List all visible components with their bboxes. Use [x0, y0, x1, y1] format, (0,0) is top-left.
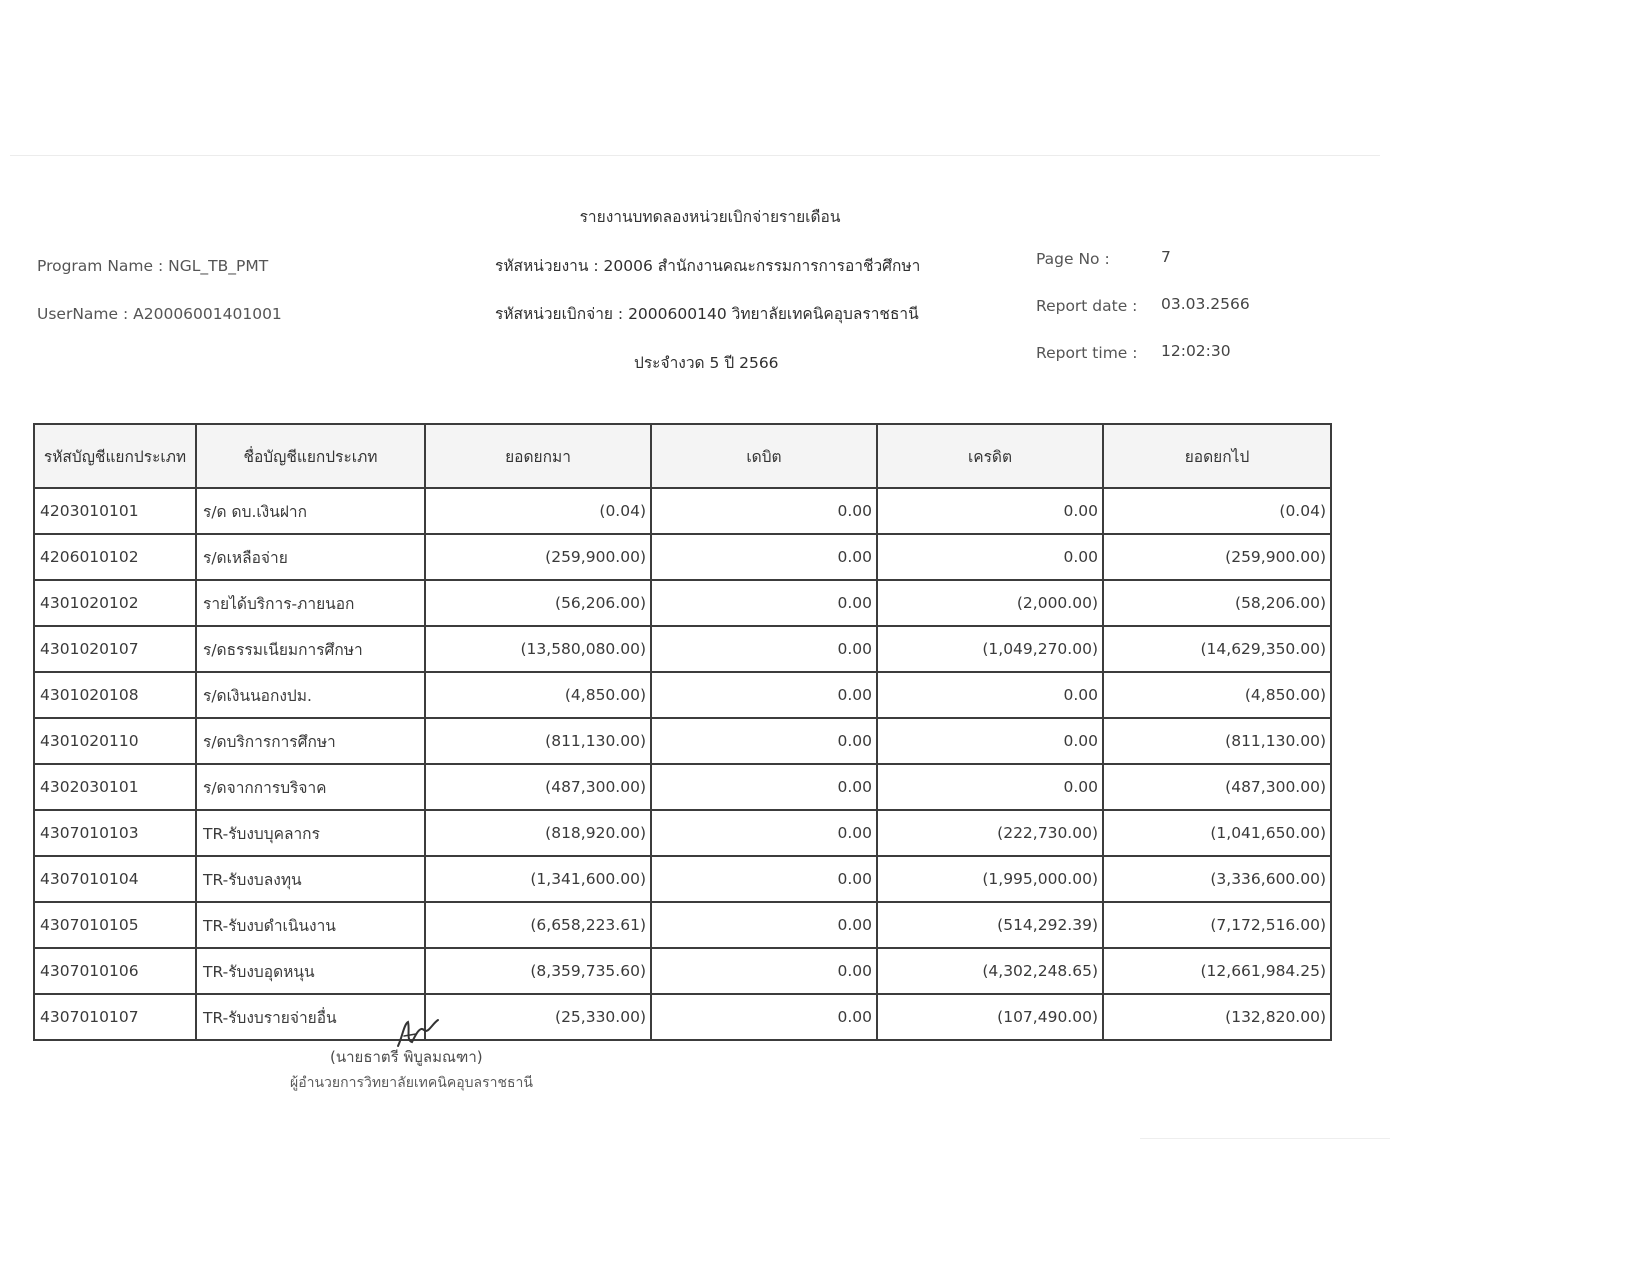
carried-forward-cell: (0.04) — [1103, 488, 1331, 534]
carried-forward-cell: (4,850.00) — [1103, 672, 1331, 718]
credit-cell: (1,995,000.00) — [877, 856, 1103, 902]
debit-cell: 0.00 — [651, 534, 877, 580]
brought-forward-cell: (25,330.00) — [425, 994, 651, 1040]
carried-forward-cell: (259,900.00) — [1103, 534, 1331, 580]
credit-cell: (2,000.00) — [877, 580, 1103, 626]
credit-cell: (4,302,248.65) — [877, 948, 1103, 994]
account-code-cell: 4307010103 — [34, 810, 196, 856]
report-title: รายงานบทดลองหน่วยเบิกจ่ายรายเดือน — [579, 208, 841, 226]
carried-forward-cell: (811,130.00) — [1103, 718, 1331, 764]
page-no-label: Page No : — [1036, 250, 1110, 268]
carried-forward-cell: (14,629,350.00) — [1103, 626, 1331, 672]
account-name-cell: TR-รับงบลงทุน — [196, 856, 425, 902]
carried-forward-cell: (3,336,600.00) — [1103, 856, 1331, 902]
scan-edge-line-bottom — [1140, 1138, 1390, 1139]
debit-cell: 0.00 — [651, 672, 877, 718]
table-row — [34, 948, 1331, 994]
brought-forward-cell: (8,359,735.60) — [425, 948, 651, 994]
credit-cell: (514,292.39) — [877, 902, 1103, 948]
header-debit: เดบิต — [651, 424, 877, 488]
debit-cell: 0.00 — [651, 856, 877, 902]
brought-forward-cell: (56,206.00) — [425, 580, 651, 626]
carried-forward-cell: (487,300.00) — [1103, 764, 1331, 810]
debit-cell: 0.00 — [651, 902, 877, 948]
account-name-cell: TR-รับงบดำเนินงาน — [196, 902, 425, 948]
table-row — [34, 810, 1331, 856]
report-period: ประจำงวด 5 ปี 2566 — [634, 354, 779, 372]
credit-cell: 0.00 — [877, 718, 1103, 764]
table-header — [34, 424, 1331, 488]
account-name-cell: ร/ดจากการบริจาค — [196, 764, 425, 810]
table-row — [34, 672, 1331, 718]
program-name: Program Name : NGL_TB_PMT — [37, 257, 269, 275]
table-row — [34, 534, 1331, 580]
debit-cell: 0.00 — [651, 994, 877, 1040]
header-carried-forward: ยอดยกไป — [1103, 424, 1331, 488]
brought-forward-cell: (811,130.00) — [425, 718, 651, 764]
carried-forward-cell: (7,172,516.00) — [1103, 902, 1331, 948]
brought-forward-cell: (0.04) — [425, 488, 651, 534]
account-name-cell: รายได้บริการ-ภายนอก — [196, 580, 425, 626]
account-code-cell: 4206010102 — [34, 534, 196, 580]
brought-forward-cell: (1,341,600.00) — [425, 856, 651, 902]
table-body — [34, 488, 1331, 1040]
page-no-value: 7 — [1161, 248, 1171, 266]
brought-forward-cell: (259,900.00) — [425, 534, 651, 580]
carried-forward-cell: (1,041,650.00) — [1103, 810, 1331, 856]
account-name-cell: TR-รับงบรายจ่ายอื่น — [196, 994, 425, 1040]
account-code-cell: 4301020102 — [34, 580, 196, 626]
table-row — [34, 994, 1331, 1040]
account-name-cell: ร/ดธรรมเนียมการศึกษา — [196, 626, 425, 672]
account-name-cell: TR-รับงบบุคลากร — [196, 810, 425, 856]
header-brought-forward: ยอดยกมา — [425, 424, 651, 488]
debit-cell: 0.00 — [651, 626, 877, 672]
brought-forward-cell: (4,850.00) — [425, 672, 651, 718]
debit-cell: 0.00 — [651, 810, 877, 856]
brought-forward-cell: (13,580,080.00) — [425, 626, 651, 672]
debit-cell: 0.00 — [651, 488, 877, 534]
account-name-cell: ร/ดเหลือจ่าย — [196, 534, 425, 580]
carried-forward-cell: (58,206.00) — [1103, 580, 1331, 626]
scan-edge-line — [10, 155, 1380, 156]
credit-cell: 0.00 — [877, 672, 1103, 718]
credit-cell: 0.00 — [877, 488, 1103, 534]
report-time-label: Report time : — [1036, 344, 1138, 362]
table-row — [34, 580, 1331, 626]
table-row — [34, 902, 1331, 948]
credit-cell: (222,730.00) — [877, 810, 1103, 856]
account-code-cell: 4203010101 — [34, 488, 196, 534]
table-row — [34, 718, 1331, 764]
debit-cell: 0.00 — [651, 718, 877, 764]
report-date-label: Report date : — [1036, 297, 1138, 315]
account-name-cell: TR-รับงบอุดหนุน — [196, 948, 425, 994]
account-code-cell: 4307010106 — [34, 948, 196, 994]
brought-forward-cell: (6,658,223.61) — [425, 902, 651, 948]
debit-cell: 0.00 — [651, 764, 877, 810]
header-account-code: รหัสบัญชีแยกประเภท — [34, 424, 196, 488]
account-name-cell: ร/ด ดบ.เงินฝาก — [196, 488, 425, 534]
credit-cell: (1,049,270.00) — [877, 626, 1103, 672]
account-code-cell: 4301020108 — [34, 672, 196, 718]
carried-forward-cell: (132,820.00) — [1103, 994, 1331, 1040]
table-row — [34, 856, 1331, 902]
table-row — [34, 764, 1331, 810]
trial-balance-table — [33, 423, 1332, 1041]
account-name-cell: ร/ดบริการการศึกษา — [196, 718, 425, 764]
credit-cell: 0.00 — [877, 764, 1103, 810]
account-code-cell: 4301020107 — [34, 626, 196, 672]
signatory-title: ผู้อำนวยการวิทยาลัยเทคนิคอุบลราชธานี — [290, 1075, 533, 1091]
account-code-cell: 4307010105 — [34, 902, 196, 948]
table-header-row — [34, 424, 1331, 488]
report-date-value: 03.03.2566 — [1161, 295, 1250, 313]
header-credit: เครดิต — [877, 424, 1103, 488]
carried-forward-cell: (12,661,984.25) — [1103, 948, 1331, 994]
brought-forward-cell: (487,300.00) — [425, 764, 651, 810]
account-code-cell: 4307010107 — [34, 994, 196, 1040]
report-time-value: 12:02:30 — [1161, 342, 1231, 360]
debit-cell: 0.00 — [651, 580, 877, 626]
table-row — [34, 488, 1331, 534]
table-row — [34, 626, 1331, 672]
account-code-cell: 4301020110 — [34, 718, 196, 764]
debit-cell: 0.00 — [651, 948, 877, 994]
header-account-name: ชื่อบัญชีแยกประเภท — [196, 424, 425, 488]
account-code-cell: 4307010104 — [34, 856, 196, 902]
account-name-cell: ร/ดเงินนอกงปม. — [196, 672, 425, 718]
disbursing-unit-line: รหัสหน่วยเบิกจ่าย : 2000600140 วิทยาลัยเทคนิคอุบลราชธานี — [495, 305, 919, 323]
brought-forward-cell: (818,920.00) — [425, 810, 651, 856]
credit-cell: 0.00 — [877, 534, 1103, 580]
agency-line: รหัสหน่วยงาน : 20006 สำนักงานคณะกรรมการการอาชีวศึกษา — [495, 257, 921, 275]
user-name: UserName : A20006001401001 — [37, 305, 282, 323]
signatory-name: (นายธาตรี พิบูลมณฑา) — [330, 1048, 483, 1066]
account-code-cell: 4302030101 — [34, 764, 196, 810]
credit-cell: (107,490.00) — [877, 994, 1103, 1040]
